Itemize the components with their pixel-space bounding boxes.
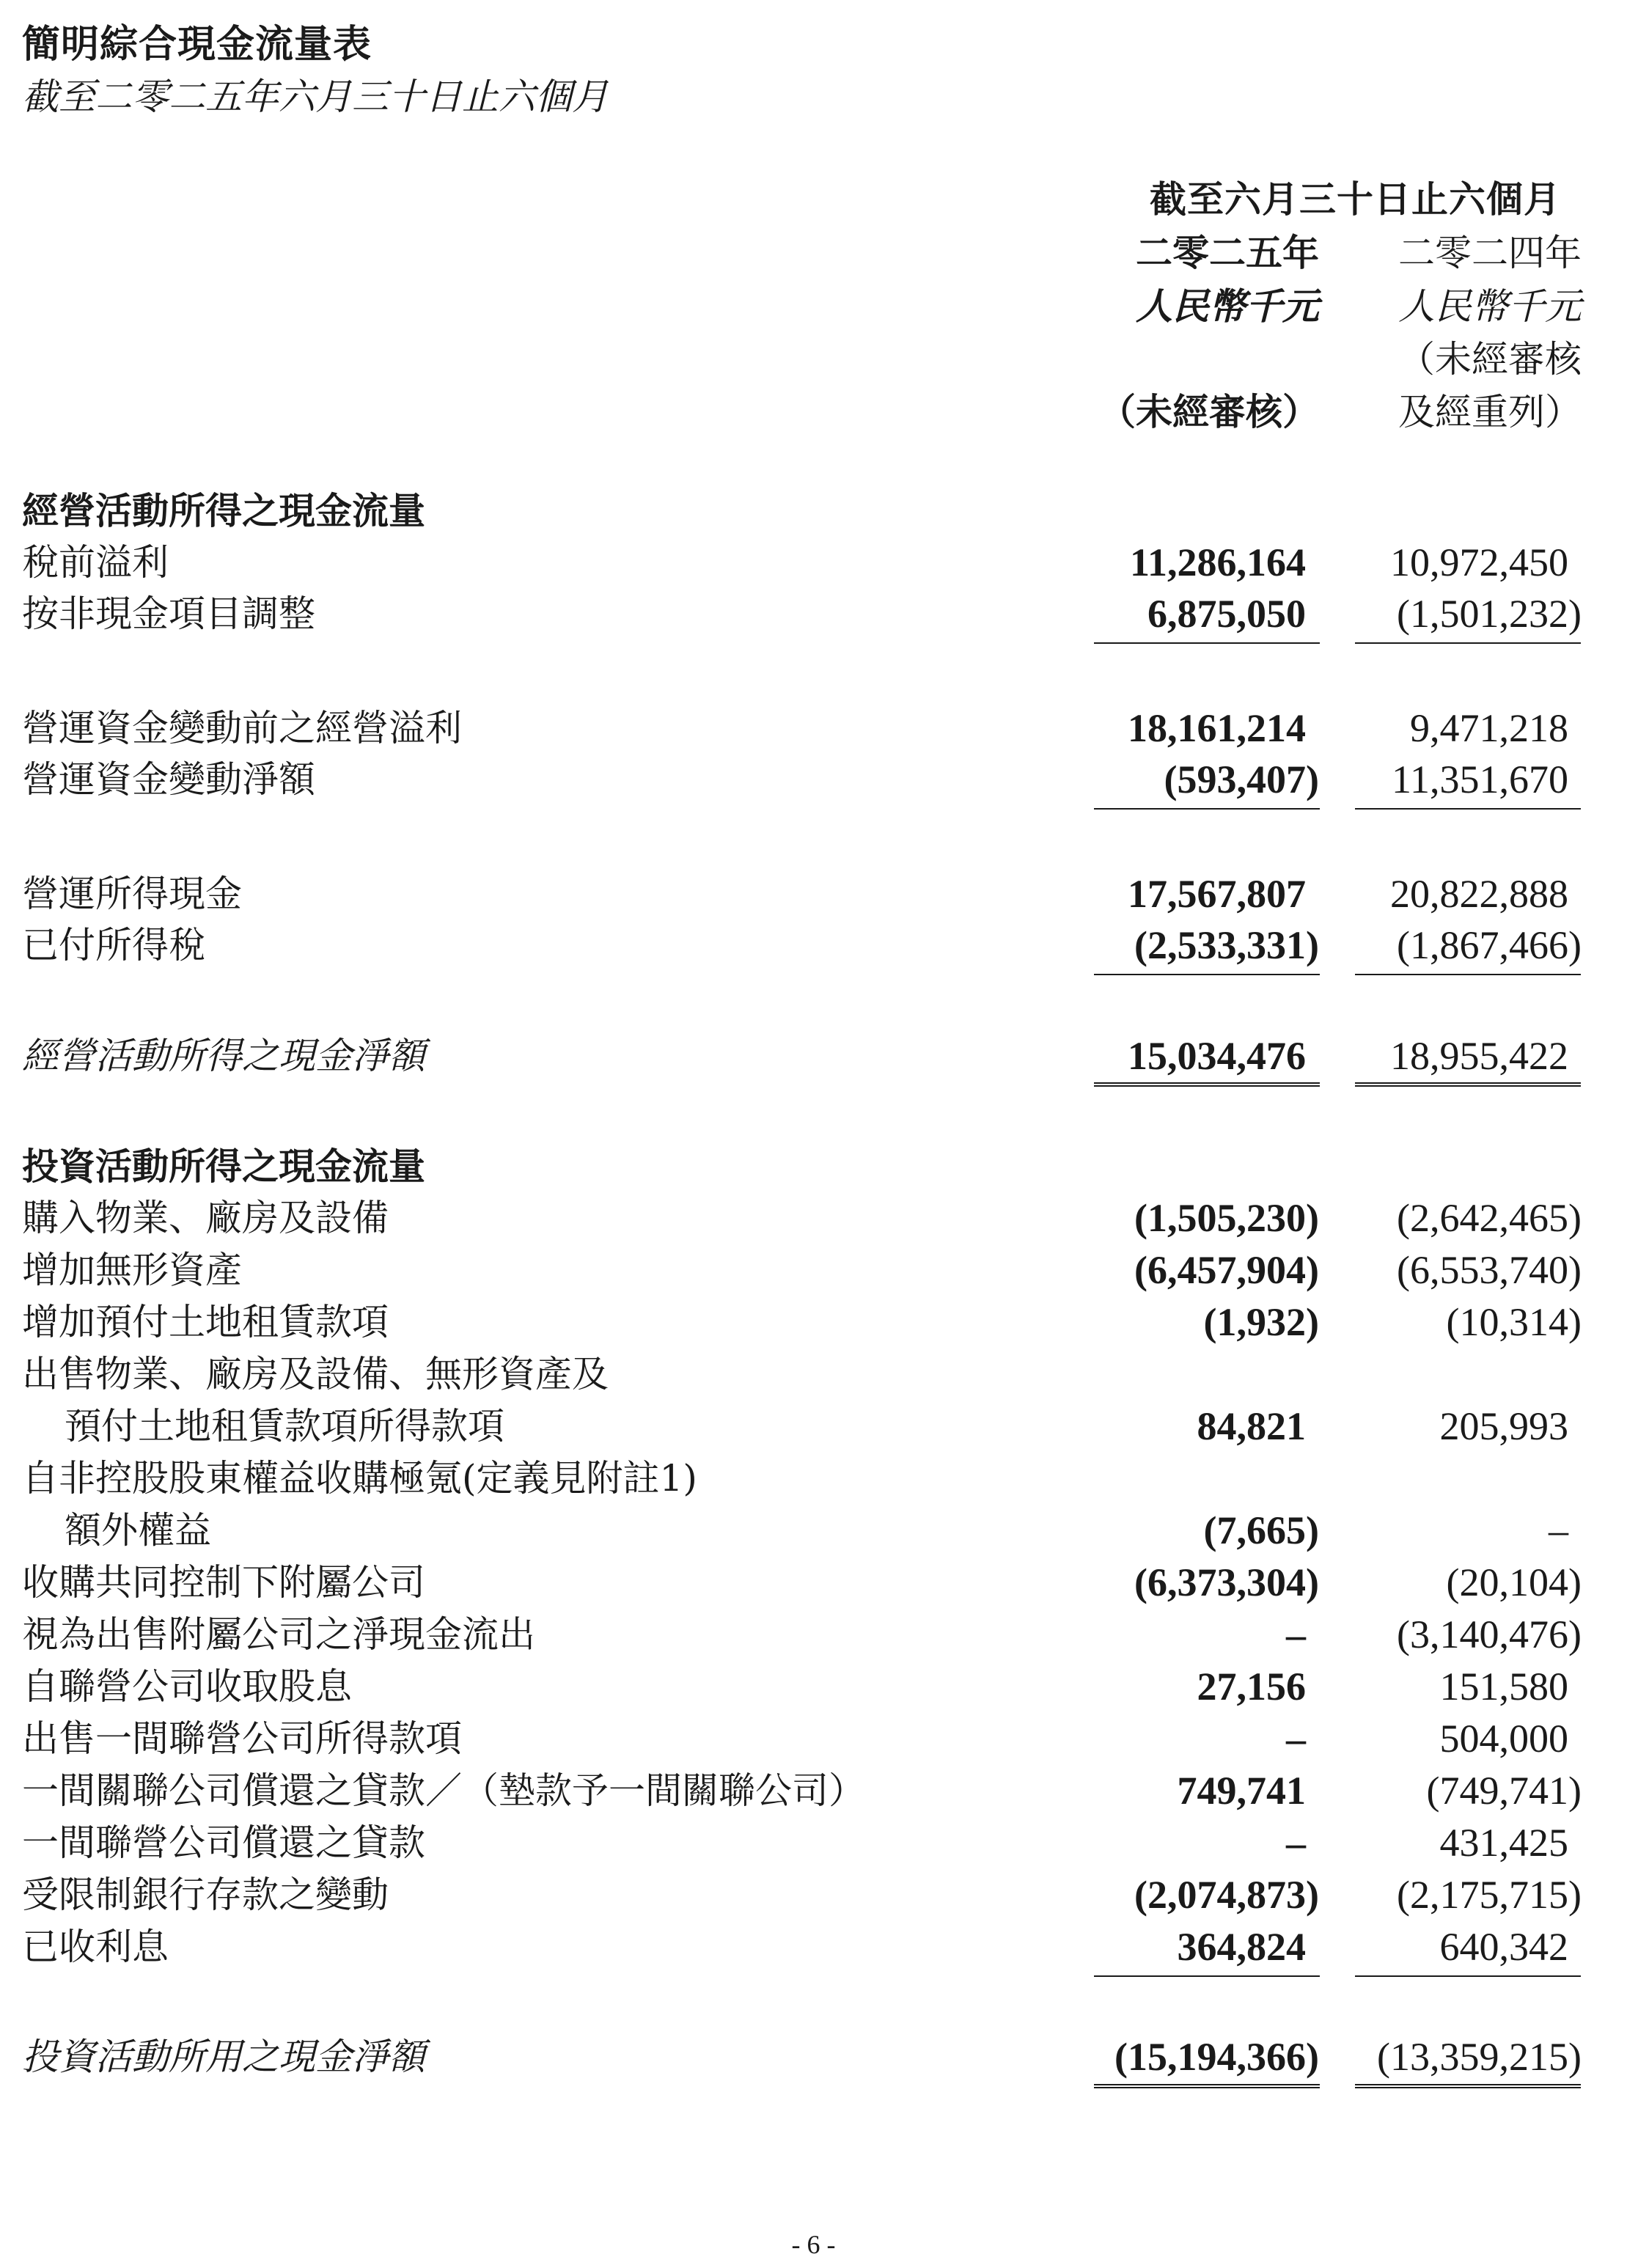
row-label: 經營活動所得之現金淨額 [22,1035,425,1077]
table-row [0,1453,1627,1504]
row-value-2024: (6,553,740) [1397,1248,1582,1292]
row-value-2024: (13,359,215) [1377,2035,1582,2079]
row-value-2024: 20,822,888 [1390,872,1568,916]
col1-note: （未經審核） [1099,391,1319,433]
section-heading-investing [0,1141,1627,1192]
row-label: 營運資金變動前之經營溢利 [22,707,462,749]
subtotal-rule [1094,642,1320,644]
table-row [0,1921,1627,1972]
row-label: 增加無形資產 [22,1249,242,1291]
row-value-2024: 9,471,218 [1410,706,1568,750]
row-label: 營運資金變動淨額 [22,758,315,801]
row-value-2025: 749,741 [1177,1769,1306,1813]
row-value-2025: (6,373,304) [1134,1560,1319,1604]
row-label: 收購共同控制下附屬公司 [22,1561,425,1604]
table-row [0,868,1627,920]
row-value-2024: (1,501,232) [1397,592,1582,636]
row-value-2024: 18,955,422 [1390,1034,1568,1078]
row-value-2025: (6,457,904) [1134,1248,1319,1292]
row-label: 自非控股股東權益收購極氪(定義見附註1) [22,1457,697,1500]
table-row [0,702,1627,754]
row-value-2024: 11,351,670 [1392,757,1568,801]
subtotal-rule [1355,1975,1581,1977]
row-label: 已收利息 [22,1926,169,1968]
period-header: 截至六月三十日止六個月 [1150,178,1561,221]
table-row [0,1296,1627,1348]
row-value-2024: 431,425 [1439,1821,1568,1865]
row-value-2024: (20,104) [1446,1560,1582,1604]
row-label: 視為出售附屬公司之淨現金流出 [22,1613,535,1656]
section-heading-label: 經營活動所得之現金流量 [22,490,425,532]
row-value-2025: (7,665) [1203,1508,1319,1552]
row-value-2025: (593,407) [1164,757,1319,801]
row-value-2025: – [1286,1821,1306,1865]
table-row [0,1192,1627,1244]
subtotal-rule [1094,808,1320,810]
col2-unit: 人民幣千元 [1398,285,1582,328]
row-label: 一間聯營公司償還之貸款 [22,1821,425,1864]
row-value-2025: 6,875,050 [1147,592,1306,636]
table-row [0,1713,1627,1764]
table-row [0,1244,1627,1296]
row-label: 購入物業、廠房及設備 [22,1197,389,1239]
row-value-2025: (2,074,873) [1134,1873,1319,1917]
row-label: 已付所得稅 [22,924,205,966]
row-label: 一間關聯公司償還之貸款／（墊款予一間關聯公司） [22,1769,865,1812]
row-label: 增加預付土地租賃款項 [22,1301,389,1343]
row-value-2025: (15,194,366) [1114,2035,1319,2079]
table-row [0,1661,1627,1712]
row-value-2024: 151,580 [1439,1665,1568,1709]
row-value-2024: (2,175,715) [1397,1873,1582,1917]
row-label: 稅前溢利 [22,541,169,584]
table-row [0,754,1627,805]
total-double-rule [1094,2084,1320,2088]
row-value-2025: – [1286,1717,1306,1761]
row-value-2025: 17,567,807 [1128,872,1306,916]
row-value-2025: 84,821 [1197,1404,1306,1448]
row-value-2024: – [1549,1508,1568,1552]
subtotal-rule [1094,1975,1320,1977]
table-row [0,1401,1627,1452]
table-row [0,1609,1627,1660]
col2-note-line1: （未經審核 [1398,338,1582,381]
table-row [0,1505,1627,1556]
subtotal-rule [1355,808,1581,810]
table-row-total [0,2031,1627,2082]
row-value-2025: (1,505,230) [1134,1196,1319,1240]
section-heading-operating [0,485,1627,537]
col1-year: 二零二五年 [1136,232,1319,274]
row-value-2025: – [1286,1612,1306,1656]
subtotal-rule [1094,974,1320,975]
col1-unit: 人民幣千元 [1136,285,1319,328]
row-value-2024: (10,314) [1446,1300,1582,1344]
subtotal-rule [1355,974,1581,975]
table-row [0,920,1627,971]
total-double-rule [1355,2084,1581,2088]
row-value-2024: (3,140,476) [1397,1612,1582,1656]
table-row [0,1348,1627,1400]
row-label: 出售一間聯營公司所得款項 [22,1717,462,1760]
table-row [0,1817,1627,1868]
total-double-rule [1355,1082,1581,1087]
table-row [0,537,1627,588]
row-value-2024: (1,867,466) [1397,923,1582,967]
table-row [0,1765,1627,1816]
table-row [0,1869,1627,1920]
row-value-2025: (1,932) [1203,1300,1319,1344]
col2-year: 二零二四年 [1398,232,1582,274]
subtotal-rule [1355,642,1581,644]
statement-subtitle: 截至二零二五年六月三十日止六個月 [22,76,609,118]
row-label: 自聯營公司收取股息 [22,1665,352,1708]
table-row [0,588,1627,639]
row-value-2025: 15,034,476 [1128,1034,1306,1078]
row-label: 出售物業、廠房及設備、無形資產及 [22,1353,609,1395]
row-label: 預付土地租賃款項所得款項 [65,1405,504,1447]
table-row-total [0,1030,1627,1082]
row-value-2025: 11,286,164 [1129,540,1306,584]
row-label: 營運所得現金 [22,873,242,915]
row-value-2025: 27,156 [1197,1665,1306,1709]
row-label: 投資活動所用之現金淨額 [22,2036,425,2078]
col2-note-line2: 及經重列） [1398,391,1582,433]
section-heading-label: 投資活動所得之現金流量 [22,1145,425,1188]
row-label: 受限制銀行存款之變動 [22,1874,389,1916]
row-value-2024: 10,972,450 [1390,540,1568,584]
row-value-2024: 504,000 [1439,1717,1568,1761]
row-value-2024: 640,342 [1439,1925,1568,1969]
row-value-2025: (2,533,331) [1134,923,1319,967]
table-row [0,1557,1627,1608]
page-number: - 6 - [791,2230,836,2259]
row-label: 按非現金項目調整 [22,592,315,635]
row-value-2025: 364,824 [1177,1925,1306,1969]
row-label: 額外權益 [65,1509,211,1552]
row-value-2024: (2,642,465) [1397,1196,1582,1240]
row-value-2025: 18,161,214 [1128,706,1306,750]
row-value-2024: (749,741) [1426,1769,1582,1813]
row-value-2024: 205,993 [1439,1404,1568,1448]
statement-title: 簡明綜合現金流量表 [22,23,372,67]
total-double-rule [1094,1082,1320,1087]
